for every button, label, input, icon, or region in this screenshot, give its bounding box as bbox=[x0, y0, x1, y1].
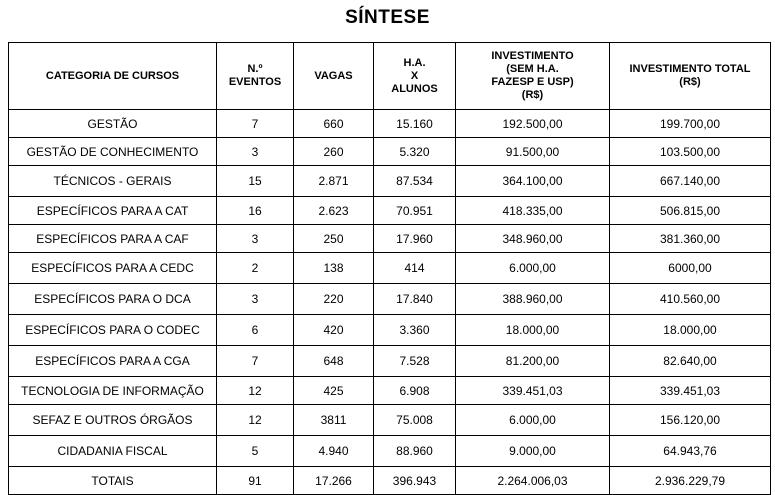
cell-total: 339.451,03 bbox=[610, 377, 771, 405]
cell-ha-alunos: 75.008 bbox=[374, 405, 456, 436]
cell-categoria: CIDADANIA FISCAL bbox=[9, 436, 217, 467]
cell-eventos: 6 bbox=[217, 315, 294, 346]
header-investimento-total bbox=[610, 43, 771, 110]
cell-total: 2.936.229,79 bbox=[610, 467, 771, 495]
cell-vagas: 220 bbox=[294, 284, 374, 315]
cell-ha-alunos: 5.320 bbox=[374, 138, 456, 166]
header-categoria: CATEGORIA DE CURSOS bbox=[9, 43, 217, 110]
cell-investimento: 81.200,00 bbox=[456, 346, 610, 377]
cell-categoria: ESPECÍFICOS PARA A CGA bbox=[9, 346, 217, 377]
table-row bbox=[9, 377, 771, 405]
cell-investimento: 192.500,00 bbox=[456, 110, 610, 138]
cell-categoria: ESPECÍFICOS PARA A CAF bbox=[9, 225, 217, 253]
header-ha-alunos-line: X bbox=[410, 69, 419, 82]
header-vagas: VAGAS bbox=[294, 43, 374, 110]
cell-total: 64.943,76 bbox=[610, 436, 771, 467]
cell-eventos: 3 bbox=[217, 284, 294, 315]
cell-categoria: GESTÃO bbox=[9, 110, 217, 138]
cell-total: 667.140,00 bbox=[610, 166, 771, 197]
cell-ha-alunos: 15.160 bbox=[374, 110, 456, 138]
table-row bbox=[9, 315, 771, 346]
header-investimento-line: (R$) bbox=[521, 89, 544, 101]
cell-vagas: 660 bbox=[294, 110, 374, 138]
cell-investimento: 9.000,00 bbox=[456, 436, 610, 467]
cell-total: 381.360,00 bbox=[610, 225, 771, 253]
cell-vagas: 17.266 bbox=[294, 467, 374, 495]
cell-investimento: 364.100,00 bbox=[456, 166, 610, 197]
cell-investimento: 348.960,00 bbox=[456, 225, 610, 253]
cell-total: 156.120,00 bbox=[610, 405, 771, 436]
header-eventos-line: EVENTOS bbox=[228, 76, 282, 88]
cell-categoria: SEFAZ E OUTROS ÓRGÃOS bbox=[9, 405, 217, 436]
cell-eventos: 2 bbox=[217, 253, 294, 284]
cell-investimento: 18.000,00 bbox=[456, 315, 610, 346]
table-row bbox=[9, 346, 771, 377]
cell-total: 410.560,00 bbox=[610, 284, 771, 315]
cell-eventos: 3 bbox=[217, 225, 294, 253]
header-investimento-total-line: (R$) bbox=[679, 76, 701, 88]
table-row bbox=[9, 405, 771, 436]
cell-categoria: ESPECÍFICOS PARA O DCA bbox=[9, 284, 217, 315]
cell-eventos: 7 bbox=[217, 346, 294, 377]
cell-vagas: 420 bbox=[294, 315, 374, 346]
table-row bbox=[9, 436, 771, 467]
table-row bbox=[9, 197, 771, 225]
cell-eventos: 12 bbox=[217, 405, 294, 436]
cell-ha-alunos: 7.528 bbox=[374, 346, 456, 377]
cell-vagas: 2.623 bbox=[294, 197, 374, 225]
cell-ha-alunos: 396.943 bbox=[374, 467, 456, 495]
cell-vagas: 648 bbox=[294, 346, 374, 377]
header-row bbox=[9, 43, 771, 110]
cell-ha-alunos: 414 bbox=[374, 253, 456, 284]
cell-ha-alunos: 88.960 bbox=[374, 436, 456, 467]
header-investimento bbox=[456, 43, 610, 110]
header-investimento-total-line: INVESTIMENTO TOTAL bbox=[629, 63, 751, 75]
cell-total: 82.640,00 bbox=[610, 346, 771, 377]
cell-investimento: 6.000,00 bbox=[456, 253, 610, 284]
synthesis-table bbox=[8, 42, 771, 495]
cell-categoria: ESPECÍFICOS PARA O CODEC bbox=[9, 315, 217, 346]
header-ha-alunos bbox=[374, 43, 456, 110]
cell-investimento: 339.451,03 bbox=[456, 377, 610, 405]
header-investimento-line: FAZESP E USP) bbox=[491, 76, 574, 88]
cell-vagas: 250 bbox=[294, 225, 374, 253]
cell-total: 506.815,00 bbox=[610, 197, 771, 225]
page-title: SÍNTESE bbox=[345, 7, 430, 28]
table-row bbox=[9, 110, 771, 138]
header-eventos bbox=[217, 43, 294, 110]
cell-investimento: 388.960,00 bbox=[456, 284, 610, 315]
table-row bbox=[9, 166, 771, 197]
cell-investimento: 418.335,00 bbox=[456, 197, 610, 225]
cell-eventos: 15 bbox=[217, 166, 294, 197]
cell-categoria: GESTÃO DE CONHECIMENTO bbox=[9, 138, 217, 166]
header-investimento-line: (SEM H.A. bbox=[506, 63, 559, 75]
table-row bbox=[9, 225, 771, 253]
header-investimento-line: INVESTIMENTO bbox=[491, 50, 574, 62]
cell-eventos: 91 bbox=[217, 467, 294, 495]
cell-investimento: 2.264.006,03 bbox=[456, 467, 610, 495]
cell-categoria: TÉCNICOS - GERAIS bbox=[9, 166, 217, 197]
cell-ha-alunos: 6.908 bbox=[374, 377, 456, 405]
table-row bbox=[9, 138, 771, 166]
cell-eventos: 16 bbox=[217, 197, 294, 225]
cell-investimento: 91.500,00 bbox=[456, 138, 610, 166]
cell-total: 18.000,00 bbox=[610, 315, 771, 346]
cell-vagas: 3811 bbox=[294, 405, 374, 436]
cell-total: 103.500,00 bbox=[610, 138, 771, 166]
cell-ha-alunos: 87.534 bbox=[374, 166, 456, 197]
cell-vagas: 138 bbox=[294, 253, 374, 284]
cell-ha-alunos: 17.960 bbox=[374, 225, 456, 253]
cell-ha-alunos: 70.951 bbox=[374, 197, 456, 225]
cell-total: 199.700,00 bbox=[610, 110, 771, 138]
cell-categoria: TECNOLOGIA DE INFORMAÇÃO bbox=[9, 377, 217, 405]
cell-vagas: 260 bbox=[294, 138, 374, 166]
cell-total: 6000,00 bbox=[610, 253, 771, 284]
header-ha-alunos-line: H.A. bbox=[403, 56, 426, 69]
cell-vagas: 2.871 bbox=[294, 166, 374, 197]
cell-vagas: 425 bbox=[294, 377, 374, 405]
cell-ha-alunos: 3.360 bbox=[374, 315, 456, 346]
cell-categoria: ESPECÍFICOS PARA A CEDC bbox=[9, 253, 217, 284]
cell-eventos: 7 bbox=[217, 110, 294, 138]
cell-eventos: 3 bbox=[217, 138, 294, 166]
cell-categoria: ESPECÍFICOS PARA A CAT bbox=[9, 197, 217, 225]
table-row bbox=[9, 284, 771, 315]
cell-eventos: 5 bbox=[217, 436, 294, 467]
table-row bbox=[9, 253, 771, 284]
cell-vagas: 4.940 bbox=[294, 436, 374, 467]
totals-row bbox=[9, 467, 771, 495]
cell-ha-alunos: 17.840 bbox=[374, 284, 456, 315]
header-ha-alunos-line: ALUNOS bbox=[391, 82, 438, 95]
header-eventos-line: N.º bbox=[247, 63, 263, 75]
cell-investimento: 6.000,00 bbox=[456, 405, 610, 436]
cell-eventos: 12 bbox=[217, 377, 294, 405]
cell-categoria: TOTAIS bbox=[9, 467, 217, 495]
